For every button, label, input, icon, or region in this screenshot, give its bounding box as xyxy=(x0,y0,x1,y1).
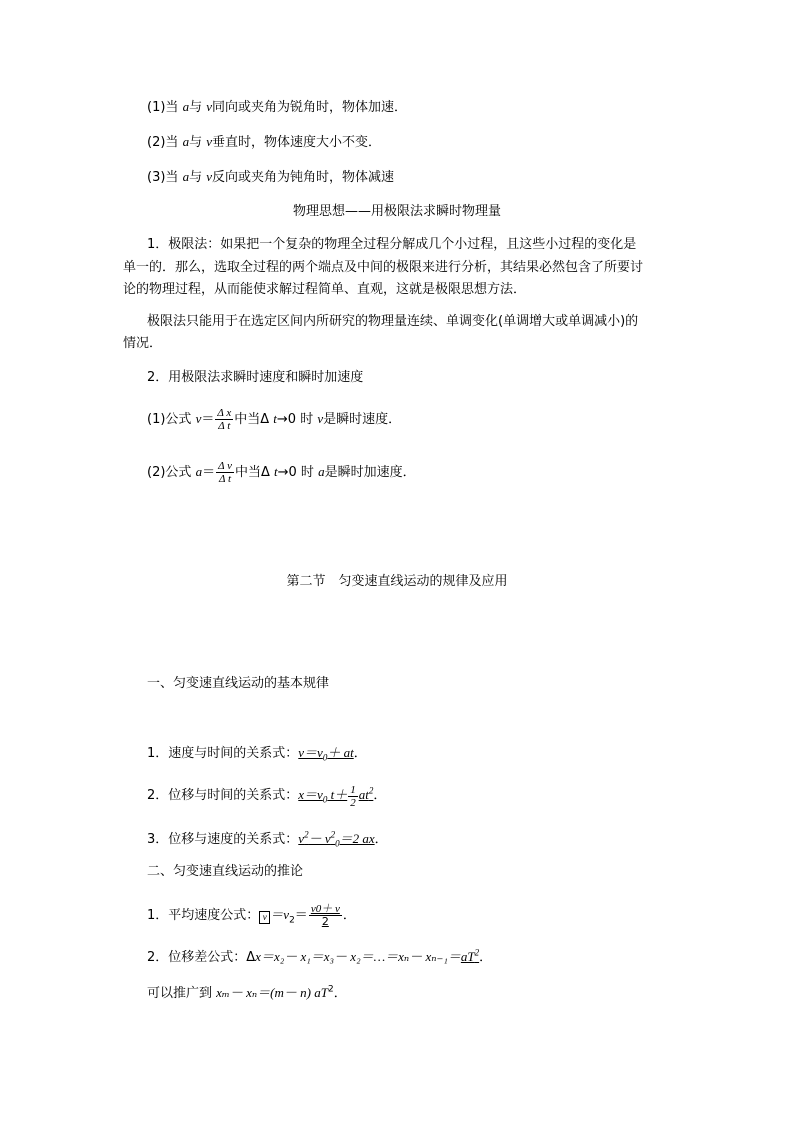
fraction: $\frac{\text{Δ x}}{\text{Δ t}}$ xyxy=(217,407,232,432)
instant-title: 2．用极限法求瞬时速度和瞬时加速度 xyxy=(147,370,364,385)
limit-use-line-2: 情况． xyxy=(123,336,163,351)
sec1-title: 一、匀变速直线运动的基本规律 xyxy=(147,676,330,691)
average-velocity-symbol: v xyxy=(259,911,270,924)
fraction: $\frac{\text{Δ v}}{\text{Δ t}}$ xyxy=(218,460,232,485)
formula-acceleration: (2)公式 a＝ $\frac{\text{Δ v}}{\text{Δ t}}$ 中当Δ t→0 时 a是瞬时加速度． xyxy=(147,460,416,485)
limit-para-line-3: 论的物理过程，从而能使求解过程简单、直观，这就是极限思想方法． xyxy=(123,282,527,297)
limit-para-line-1: 1．极限法：如果把一个复杂的物理全过程分解成几个小过程，且这些小过程的变化是 xyxy=(147,237,637,252)
rule-2: 2．位移与时间的关系式：$x=v_0$ t＋ $\frac{1}{2}$ $at^2$． xyxy=(147,783,387,809)
formula-velocity: (1)公式 v＝ $\frac{\text{Δ x}}{\text{Δ t}}$ 中当Δ t→0 时 v是瞬时速度． xyxy=(147,407,402,432)
limit-use-line-1: 极限法只能用于在选定区间内所研究的物理量连续、单调变化(单调增大或单调减小)的 xyxy=(147,314,639,329)
item-1: (1)当 a与 v同向或夹角为锐角时，物体加速． xyxy=(147,99,407,115)
inference-3: 可以推广到 xₘ－ xₙ＝(m－ n) $aT^2$． xyxy=(147,984,347,1001)
rule-1: 1．速度与时间的关系式：$v=v_0+$ at． xyxy=(147,745,367,763)
sec2-title: 二、匀变速直线运动的推论 xyxy=(147,864,304,879)
inference-2: 2．位移差公式：Δx＝x₂－ x₁＝x₃－ x₂＝…＝xₙ－ $x_{n-1}=aT^2$． xyxy=(147,947,493,965)
rule-3: 3．位移与速度的关系式：$v^2- v^2_0=2$ ax． xyxy=(147,829,388,849)
heading-limit-method: 物理思想——用极限法求瞬时物理量 xyxy=(292,204,501,219)
fraction: $\frac{1}{2}$ xyxy=(350,783,356,809)
inference-1: 1．平均速度公式： $v =v_2=$ $\frac{v0+ v}{2}$ ． xyxy=(147,903,356,928)
section-title: 第二节 匀变速直线运动的规律及应用 xyxy=(286,574,508,589)
fraction: $\frac{v0+ v}{2}$ xyxy=(310,903,340,928)
item-2: (2)当 a与 v垂直时，物体速度大小不变． xyxy=(147,134,381,150)
limit-para-line-2: 单一的．那么，选取全过程的两个端点及中间的极限来进行分析，其结果必然包含了所要讨 xyxy=(123,260,644,275)
item-3: (3)当 a与 v反向或夹角为钝角时，物体减速 xyxy=(147,169,394,185)
